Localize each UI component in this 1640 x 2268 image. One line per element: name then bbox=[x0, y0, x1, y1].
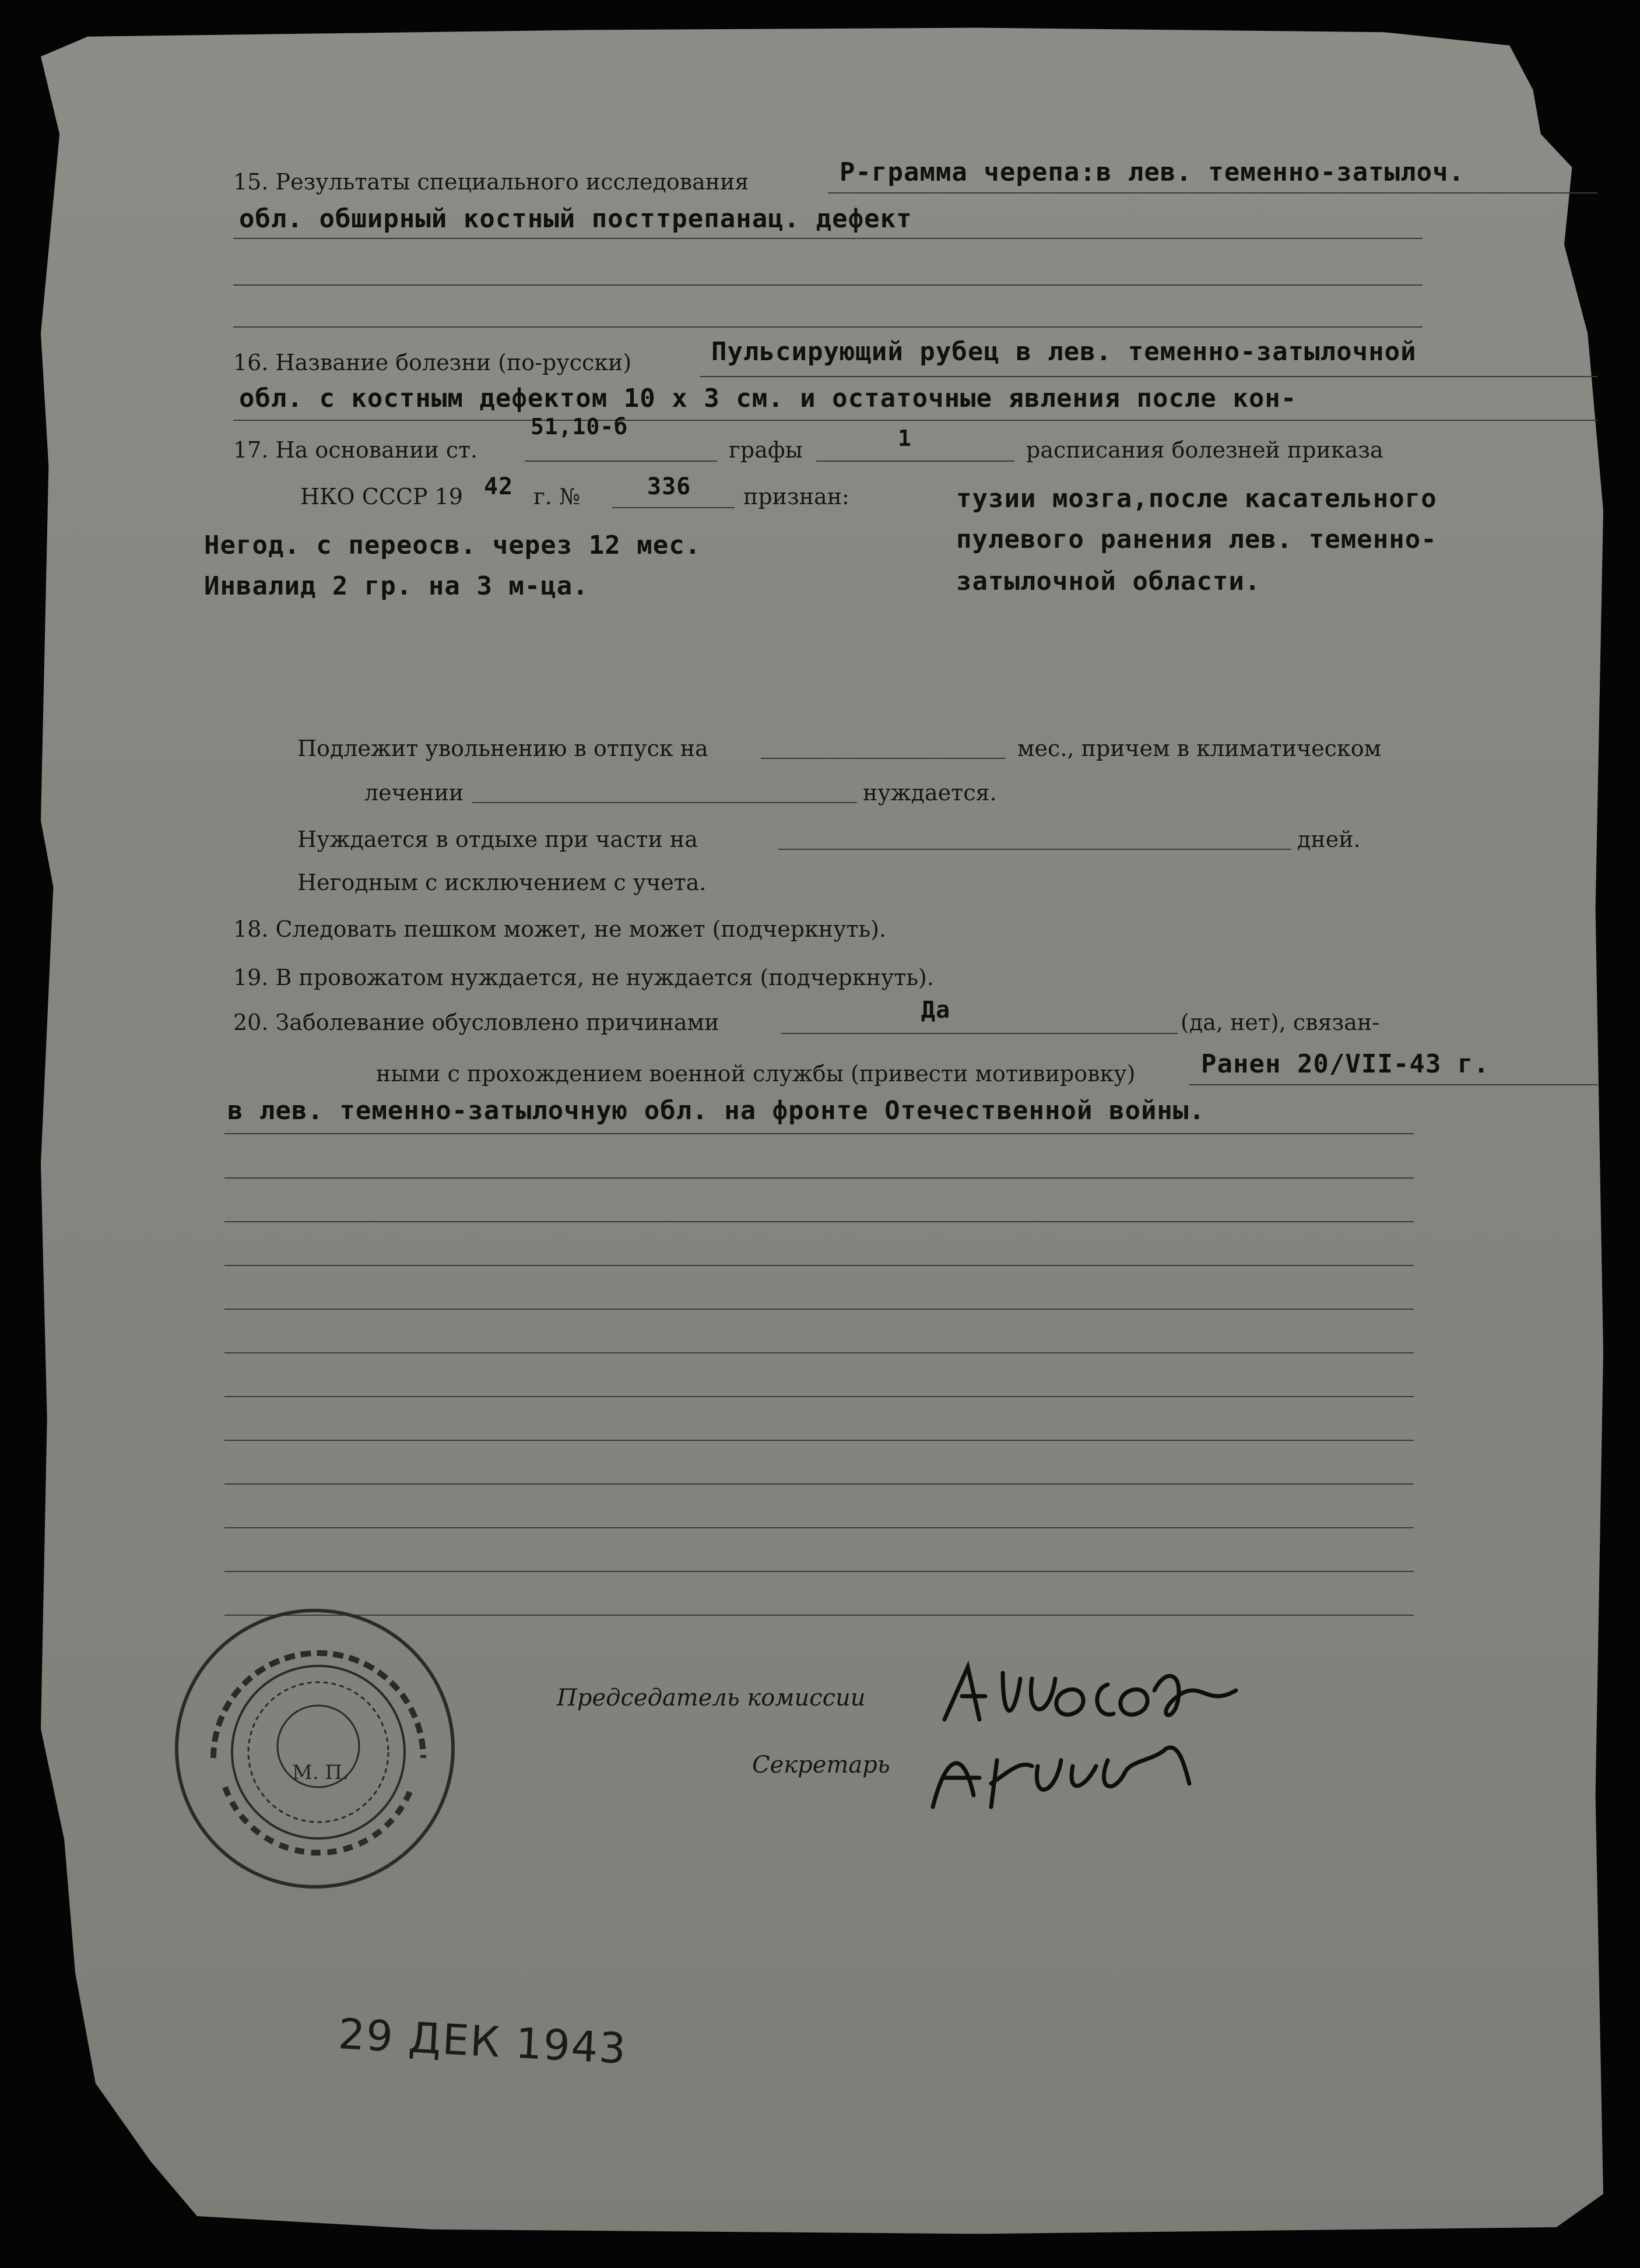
rule bbox=[233, 284, 1423, 286]
excluded-text: Негодным с исключением с учета. bbox=[297, 870, 707, 895]
rule bbox=[224, 1440, 1414, 1441]
q17-number: 336 bbox=[647, 473, 691, 500]
rule bbox=[224, 1221, 1414, 1222]
q15-label: 15. Результаты специального исследования bbox=[233, 169, 749, 195]
rule bbox=[224, 1571, 1414, 1572]
date-stamp: 29 ДЕК 1943 bbox=[337, 2009, 628, 2073]
q15-value: обл. обширный костный посттрепанац. дефект bbox=[239, 204, 912, 234]
q20-text: 20. Заболевание обусловлено причинами bbox=[233, 1010, 719, 1035]
official-stamp bbox=[175, 1609, 455, 1889]
secretary-label: Секретарь bbox=[752, 1752, 890, 1778]
q17-column: 1 bbox=[898, 426, 912, 451]
q16-value: пулевого ранения лев. теменно- bbox=[956, 525, 1437, 554]
rule bbox=[224, 1396, 1414, 1397]
rule bbox=[224, 1265, 1414, 1266]
rule bbox=[816, 460, 1014, 462]
q20-value: Да bbox=[921, 997, 951, 1024]
rule bbox=[1189, 1084, 1597, 1085]
leave-text: нуждается. bbox=[863, 780, 997, 806]
rule bbox=[778, 849, 1291, 850]
rule bbox=[224, 1527, 1414, 1528]
rule bbox=[224, 1133, 1414, 1134]
rule bbox=[224, 1309, 1414, 1310]
chairman-signature-icon bbox=[933, 1655, 1259, 1737]
q17-label: расписания болезней приказа bbox=[1026, 437, 1383, 463]
chairman-label: Председатель комиссии bbox=[557, 1685, 866, 1711]
q16-value: обл. с костным дефектом 10 х 3 см. и остаточные явления после кон- bbox=[239, 384, 1297, 413]
stamp-inner-ring bbox=[231, 1665, 406, 1840]
q17-order: г. № bbox=[533, 484, 581, 509]
q16-value: затылочной области. bbox=[956, 567, 1261, 596]
verdict: Инвалид 2 гр. на 3 м-ца. bbox=[204, 571, 589, 601]
secretary-signature-icon bbox=[921, 1725, 1201, 1819]
q20-reason: Ранен 20/VII-43 г. bbox=[1201, 1049, 1490, 1079]
rule bbox=[761, 758, 1006, 759]
q20-text: ными с прохождением военной службы (привести мотивировку) bbox=[376, 1061, 1136, 1086]
q17-order: признан: bbox=[743, 484, 849, 509]
rule bbox=[233, 420, 1597, 421]
q17-article: 51,10-б bbox=[531, 414, 628, 439]
q20-text: (да, нет), связан- bbox=[1181, 1010, 1380, 1035]
q17-label: графы bbox=[729, 437, 803, 463]
q17-label: 17. На основании ст. bbox=[233, 437, 478, 463]
q16-value: Пульсирующий рубец в лев. теменно-затылочной bbox=[711, 337, 1417, 367]
q17-year: 42 bbox=[484, 473, 514, 500]
q16-value: тузии мозга,после касательного bbox=[956, 484, 1437, 514]
rule bbox=[700, 376, 1597, 377]
rule bbox=[781, 1033, 1178, 1034]
q19-text: 19. В провожатом нуждается, не нуждается (подчеркнуть). bbox=[233, 965, 934, 990]
q16-label: 16. Название болезни (по-русски) bbox=[233, 350, 632, 375]
rule bbox=[612, 507, 735, 508]
rule bbox=[224, 1483, 1414, 1485]
stamp-mp: М. П. bbox=[292, 1761, 349, 1784]
rule bbox=[828, 192, 1597, 194]
leave-text: Подлежит увольнению в отпуск на bbox=[297, 736, 708, 761]
rule bbox=[233, 238, 1423, 239]
rule bbox=[224, 1177, 1414, 1179]
q18-text: 18. Следовать пешком может, не может (подчеркнуть). bbox=[233, 916, 887, 942]
rule bbox=[224, 1352, 1414, 1353]
q20-reason: в лев. теменно-затылочную обл. на фронте Отечественной войны. bbox=[227, 1096, 1205, 1126]
q15-value: Р-грамма черепа:в лев. теменно-затылоч. bbox=[840, 157, 1465, 187]
rule bbox=[525, 460, 717, 462]
rest-text: дней. bbox=[1297, 827, 1361, 852]
q17-order: НКО СССР 19 bbox=[300, 484, 463, 509]
leave-text: лечении bbox=[364, 780, 464, 806]
verdict: Негод. с переосв. через 12 мес. bbox=[204, 530, 701, 560]
rule bbox=[233, 326, 1423, 328]
rule bbox=[472, 802, 857, 803]
leave-text: мес., причем в климатическом bbox=[1017, 736, 1382, 761]
rest-text: Нуждается в отдыхе при части на bbox=[297, 827, 698, 852]
